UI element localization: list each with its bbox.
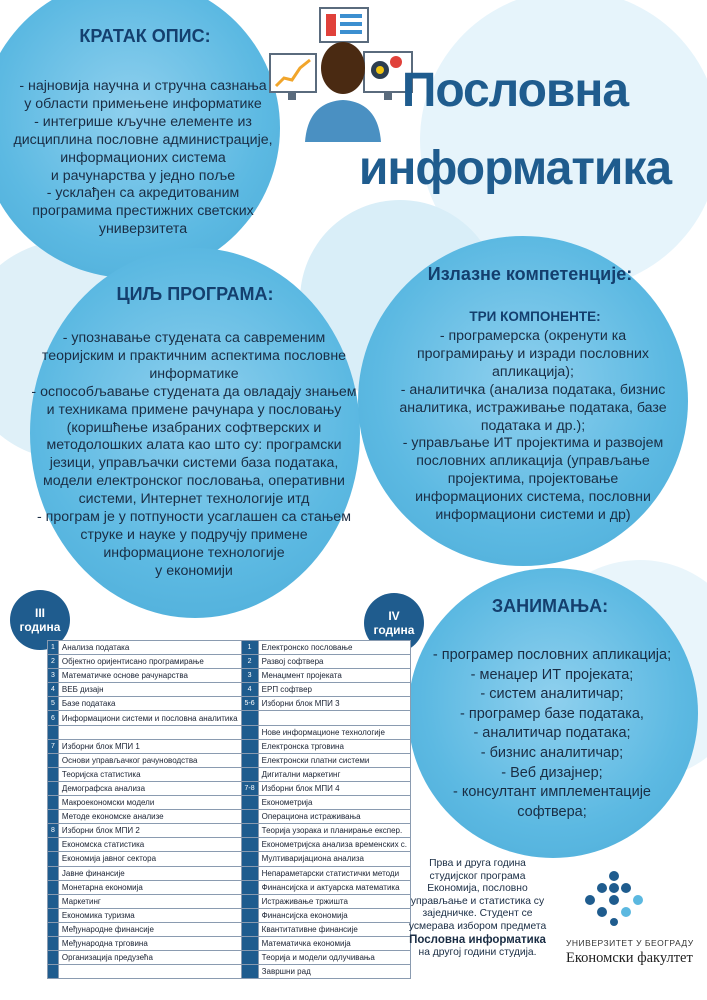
course-name-year3: Математичке основе рачунарства	[58, 669, 241, 683]
competences-line: - управљање ИТ пројектима и развојем	[402, 435, 664, 452]
table-row	[48, 796, 411, 810]
course-name-year4: Квантитативне финансије	[258, 922, 410, 936]
summary-line: и рачунарства у једно поље	[50, 167, 236, 184]
course-number-year3	[48, 796, 59, 810]
course-number-year3: 2	[48, 655, 59, 669]
logo-university: УНИВЕРЗИТЕТ У БЕОГРАДУ	[566, 938, 694, 948]
course-name-year3: Анализа података	[58, 641, 241, 655]
goal-line: - програм је у потпуности усаглашен са стањем	[37, 509, 351, 526]
goal-line: и техникама примене рачунара у пословању	[46, 401, 342, 418]
summary-body	[0, 78, 288, 239]
course-number-year4	[241, 753, 258, 767]
course-number-year4: 1	[241, 641, 258, 655]
course-name-year3: Економска статистика	[58, 838, 241, 852]
course-number-year3	[48, 922, 59, 936]
dots-logo-icon	[584, 870, 644, 926]
course-number-year4	[241, 796, 258, 810]
course-name-year3: Јавне финансије	[58, 866, 241, 880]
course-number-year3	[48, 753, 59, 767]
course-number-year3	[48, 936, 59, 950]
goal-line: информатике	[149, 365, 239, 382]
summary-heading: КРАТАК ОПИС:	[79, 26, 211, 46]
course-name-year4: Електронско пословање	[258, 641, 410, 655]
course-name-year3: Информациони системи и пословна аналитика	[58, 711, 241, 725]
course-name-year4: Непараметарски статистички методи	[258, 866, 410, 880]
course-number-year3: 7	[48, 739, 59, 753]
course-number-year3	[48, 965, 59, 979]
course-number-year4	[241, 810, 258, 824]
competences-line: пројектима, пројектовање	[447, 471, 619, 488]
page-title-line1: Пословна	[401, 64, 629, 117]
summary-line: програмима престижних светских	[32, 203, 254, 220]
course-number-year4	[241, 908, 258, 922]
footer-note	[405, 858, 550, 960]
footer-note-line: управљање и статистика су	[410, 895, 545, 907]
course-number-year4	[241, 936, 258, 950]
course-number-year3: 6	[48, 711, 59, 725]
course-name-year3: Базе података	[58, 697, 241, 711]
course-number-year4	[241, 894, 258, 908]
goal-heading: ЦИЉ ПРОГРАМА:	[116, 284, 274, 304]
competences-line: - аналитичка (анализа података, бизнис	[400, 381, 666, 398]
careers-line: - систем аналитичар;	[480, 686, 624, 703]
careers-line: - аналитичар података;	[473, 725, 631, 742]
course-name-year4: Изборни блок МПИ 4	[258, 781, 410, 795]
course-number-year4	[241, 767, 258, 781]
table-row	[48, 725, 411, 739]
course-name-year4: Менаџмент пројеката	[258, 669, 410, 683]
competences-line: аналитика, истраживање података, базе	[399, 399, 667, 416]
footer-note-line: Економија, пословно	[427, 883, 528, 895]
goal-line: струке и науке у подручју примене	[80, 526, 308, 543]
goal-line: (коришћење изабраних софтверских и	[66, 419, 322, 436]
course-name-year3: Изборни блок МПИ 2	[58, 824, 241, 838]
course-number-year4	[241, 866, 258, 880]
table-row	[48, 683, 411, 697]
table-row	[48, 894, 411, 908]
page-title-line2: информатика	[358, 142, 672, 195]
goal-line: модели електронског пословања, оперативни	[43, 473, 345, 490]
course-number-year4	[241, 880, 258, 894]
table-row	[48, 810, 411, 824]
summary-line: у области примењене информатике	[24, 95, 262, 112]
careers-body	[412, 646, 692, 822]
summary-line: дисциплина пословне администрације,	[13, 131, 273, 148]
table-row	[48, 922, 411, 936]
course-number-year3	[48, 810, 59, 824]
table-row	[48, 655, 411, 669]
course-table	[47, 640, 411, 979]
course-number-year3: 8	[48, 824, 59, 838]
course-number-year3: 1	[48, 641, 59, 655]
summary-line: - најновија научна и стручна сазнања	[19, 78, 267, 94]
course-name-year3: Међународне финансије	[58, 922, 241, 936]
course-number-year4: 7-8	[241, 781, 258, 795]
course-name-year3: Монетарна економија	[58, 880, 241, 894]
course-number-year4: 3	[241, 669, 258, 683]
goal-line: у економији	[155, 562, 233, 579]
summary-line: универзитета	[98, 221, 188, 238]
course-number-year4	[241, 824, 258, 838]
course-number-year4	[241, 922, 258, 936]
table-row	[48, 936, 411, 950]
table-row	[48, 697, 411, 711]
goal-line: - оспособљавање студената да овладају знањем	[31, 383, 357, 400]
goal-line: методолошких алата као што су: програмски	[46, 437, 342, 454]
course-name-year3: ВЕБ дизајн	[58, 683, 241, 697]
footer-note-bold: Пословна информатика	[409, 933, 546, 946]
competences-line: података и др.);	[480, 417, 586, 434]
course-name-year4: Економетрија	[258, 796, 410, 810]
careers-line: - Веб дизајнер;	[501, 764, 603, 781]
year4-label: година	[373, 623, 415, 637]
course-number-year3	[48, 852, 59, 866]
careers-line: - бизнис аналитичар;	[480, 744, 624, 761]
course-number-year4	[241, 965, 258, 979]
course-name-year4: Нове информационе технологије	[258, 725, 410, 739]
competences-line: информационих система, пословни	[415, 489, 651, 506]
course-name-year3: Међународна трговина	[58, 936, 241, 950]
year3-number: III	[34, 606, 45, 620]
table-row	[48, 739, 411, 753]
course-name-year4: Завршни рад	[258, 965, 410, 979]
course-name-year3	[58, 965, 241, 979]
goal-line: - упознавање студената са савременим	[62, 330, 326, 346]
course-name-year3: Маркетинг	[58, 894, 241, 908]
course-number-year4: 2	[241, 655, 258, 669]
course-number-year3: 5	[48, 697, 59, 711]
competences-line: - програмерска (окренути ка	[439, 328, 627, 344]
table-row	[48, 824, 411, 838]
competences-body	[378, 328, 688, 525]
careers-line: - консултант имплементације	[452, 784, 651, 801]
course-number-year4	[241, 711, 258, 725]
year3-label: година	[19, 620, 61, 634]
course-number-year3	[48, 781, 59, 795]
footer-note-line: Прва и друга година	[429, 858, 526, 869]
careers-heading: ЗАНИМАЊА:	[491, 596, 609, 616]
careers-line: - програмер базе података,	[460, 705, 644, 722]
table-row	[48, 880, 411, 894]
course-name-year4: Изборни блок МПИ 3	[258, 697, 410, 711]
goal-line: језици, управљачки системи база података,	[49, 455, 339, 472]
course-name-year4: Електронска трговина	[258, 739, 410, 753]
course-number-year3	[48, 838, 59, 852]
logo-faculty: Економски факултет	[566, 950, 693, 966]
course-number-year3	[48, 951, 59, 965]
course-name-year4: Теорија и модели одлучивања	[258, 951, 410, 965]
course-number-year3	[48, 866, 59, 880]
course-number-year4	[241, 725, 258, 739]
course-name-year4: Теорија узорака и планирање експер.	[258, 824, 410, 838]
year4-number: IV	[388, 609, 400, 623]
course-name-year3: Макроекономски модели	[58, 796, 241, 810]
competences-heading: Излазне компетенције:	[427, 264, 633, 284]
table-row	[48, 852, 411, 866]
course-name-year4	[258, 711, 410, 725]
course-name-year4: Економетријска анализа временских с.	[258, 838, 410, 852]
course-number-year3: 3	[48, 669, 59, 683]
table-row	[48, 781, 411, 795]
table-row	[48, 866, 411, 880]
competences-line: информациони системи и др)	[435, 507, 631, 524]
course-number-year4	[241, 739, 258, 753]
course-name-year4: Електронски платни системи	[258, 753, 410, 767]
course-name-year4: Развој софтвера	[258, 655, 410, 669]
footer-note-line: усмерава избором предмета	[408, 920, 547, 932]
course-name-year4: Мултиваријациона анализа	[258, 852, 410, 866]
table-row	[48, 753, 411, 767]
course-name-year3: Методе економске анализе	[58, 810, 241, 824]
course-name-year3: Демографска анализа	[58, 781, 241, 795]
footer-note-line: студијског програма	[429, 870, 526, 882]
course-name-year4: Операциона истраживања	[258, 810, 410, 824]
course-name-year4: Истраживање тржишта	[258, 894, 410, 908]
table-row	[48, 965, 411, 979]
competences-line: програмирању и изради пословних	[416, 345, 650, 362]
course-name-year3: Организација предузећа	[58, 951, 241, 965]
table-row	[48, 838, 411, 852]
course-name-year3	[58, 725, 241, 739]
footer-note-line: заједничке. Студент се	[422, 908, 533, 920]
course-number-year4	[241, 951, 258, 965]
careers-line: - програмер пословних апликација;	[432, 647, 672, 663]
table-row	[48, 767, 411, 781]
course-name-year3: Теоријска статистика	[58, 767, 241, 781]
course-number-year4: 5-6	[241, 697, 258, 711]
table-row	[48, 951, 411, 965]
table-row	[48, 669, 411, 683]
careers-line: софтвера;	[517, 803, 587, 820]
course-number-year3	[48, 767, 59, 781]
competences-line: апликација);	[492, 363, 574, 380]
competences-subheading: ТРИ КОМПОНЕНТЕ:	[469, 309, 601, 324]
course-number-year4	[241, 838, 258, 852]
goal-line: информационе технологије	[103, 544, 285, 561]
course-name-year4: Финансијска економија	[258, 908, 410, 922]
summary-line: - интегрише кључне елементе из	[34, 113, 252, 130]
table-row	[48, 641, 411, 655]
course-number-year3	[48, 725, 59, 739]
table-row	[48, 711, 411, 725]
course-number-year4	[241, 852, 258, 866]
course-name-year4: ЕРП софтвер	[258, 683, 410, 697]
summary-line: - усклађен са акредитованим	[46, 185, 240, 202]
table-row	[48, 908, 411, 922]
course-name-year4: Дигитални маркетинг	[258, 767, 410, 781]
faculty-logo	[566, 870, 706, 967]
summary-line: информационих система	[60, 149, 226, 166]
course-name-year3: Објектно оријентисано програмирање	[58, 655, 241, 669]
course-number-year3	[48, 894, 59, 908]
course-number-year3: 4	[48, 683, 59, 697]
course-number-year3	[48, 880, 59, 894]
goal-line: системи, Интернет технологије итд	[78, 491, 310, 508]
course-number-year3	[48, 908, 59, 922]
course-name-year4: Финансијска и актуарска математика	[258, 880, 410, 894]
course-name-year3: Изборни блок МПИ 1	[58, 739, 241, 753]
footer-note-line: на другој години студија.	[418, 947, 537, 959]
course-name-year3: Економија јавног сектора	[58, 852, 241, 866]
goal-line: теоријским и практичним аспектима пословне	[41, 347, 347, 364]
careers-line: - менаџер ИТ пројеката;	[470, 666, 634, 683]
course-name-year3: Основи управљачког рачуноводства	[58, 753, 241, 767]
competences-line: пословних апликација (управљање	[416, 453, 650, 470]
goal-body	[24, 330, 364, 581]
course-name-year3: Економика туризма	[58, 908, 241, 922]
course-name-year4: Математичка економија	[258, 936, 410, 950]
course-number-year4: 4	[241, 683, 258, 697]
